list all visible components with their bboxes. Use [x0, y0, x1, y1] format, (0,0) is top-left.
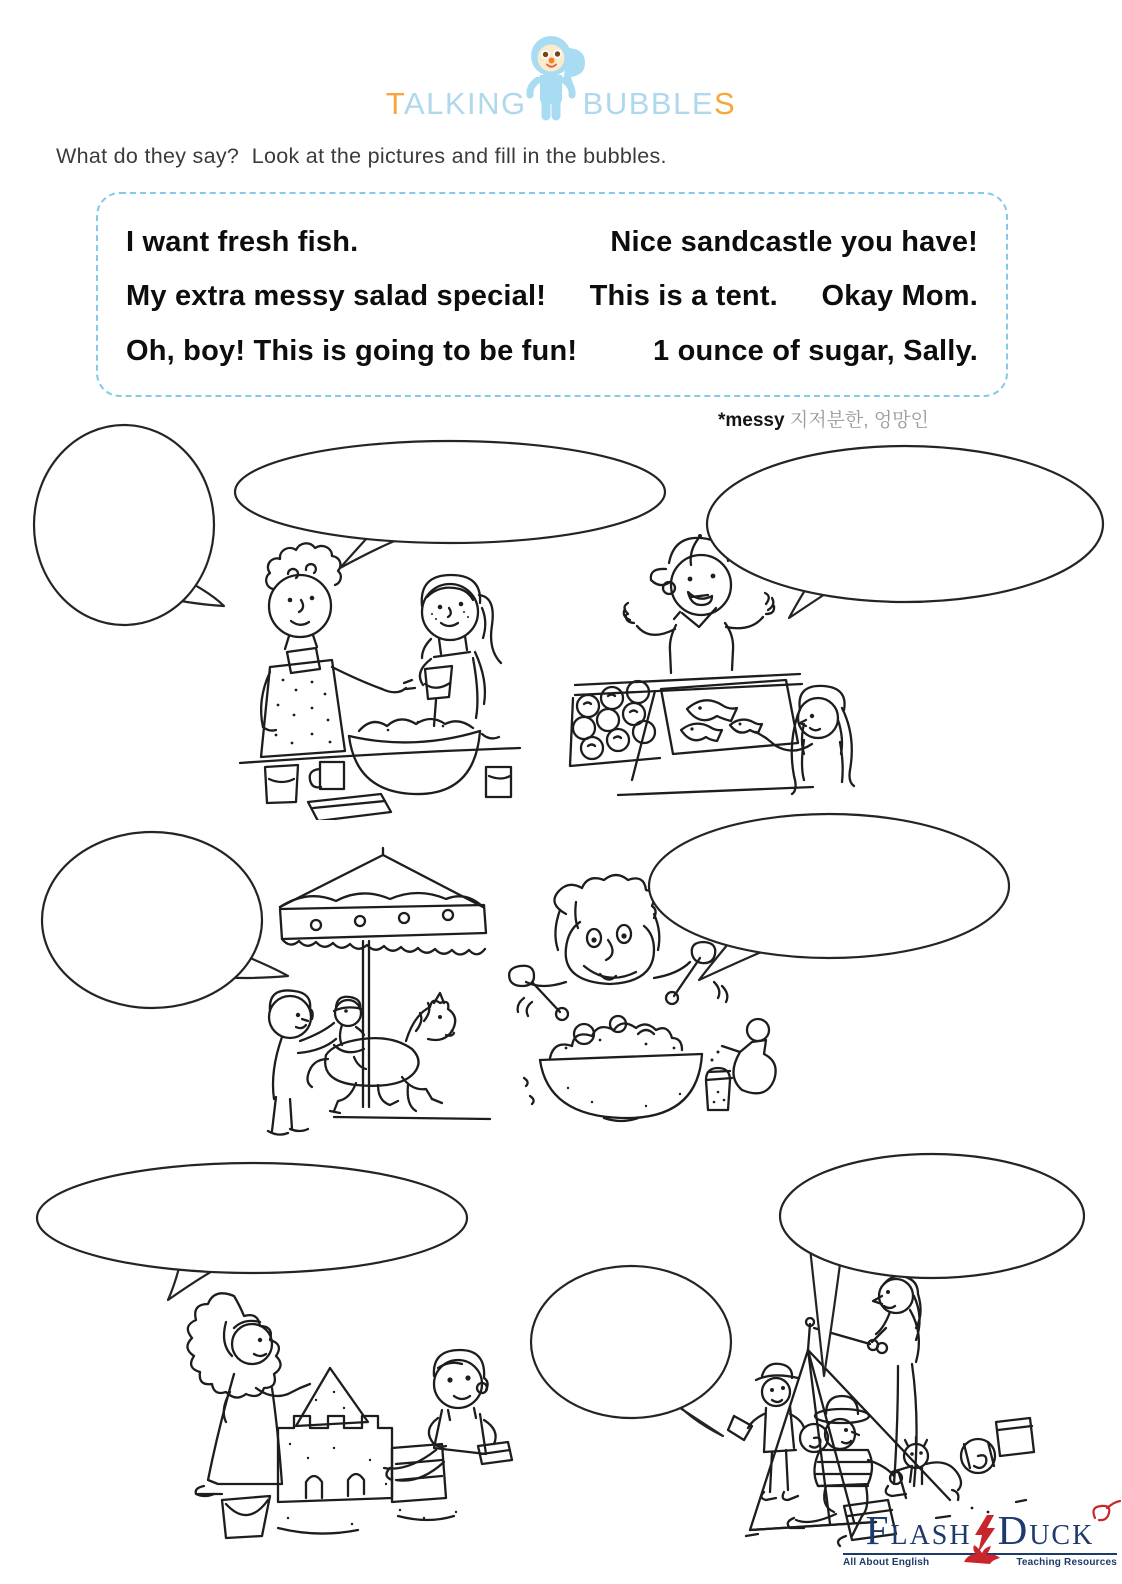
word-bank-phrase: Okay Mom.	[821, 280, 978, 312]
word-bank-row	[126, 280, 978, 313]
mascot-icon	[523, 34, 587, 122]
speech-bubble-fish-market[interactable]	[703, 442, 1113, 622]
word-bank-box	[96, 192, 1008, 397]
instruction-text: What do they say? Look at the pictures and fill in the bubbles.	[56, 144, 667, 168]
brand-word-duck: DUCK	[997, 1507, 1095, 1553]
logo-word-talking-rest: ALKING	[403, 86, 527, 121]
word-bank-phrase: 1 ounce of sugar, Sally.	[653, 334, 978, 367]
logo-letter-accent-s: S	[714, 86, 737, 121]
word-bank-phrase: This is a tent.	[589, 280, 778, 312]
word-bank-phrase: Nice sandcastle you have!	[610, 225, 978, 258]
speech-bubble-camping-left[interactable]	[525, 1262, 740, 1447]
vocab-translation: 지저분한, 엉망인	[789, 410, 929, 431]
speech-bubble-camping-top[interactable]	[770, 1150, 1090, 1382]
vocab-note	[718, 405, 929, 432]
speech-bubble-sandcastle[interactable]	[30, 1160, 475, 1305]
word-bank-phrase: Oh, boy! This is going to be fun!	[126, 334, 578, 367]
word-bank-row	[126, 335, 978, 368]
header-logo	[0, 34, 1122, 122]
logo-word-bubbles-rest: BUBBLE	[582, 86, 714, 121]
speech-bubble-salad[interactable]	[633, 810, 1013, 995]
word-bank-phrase: My extra messy salad special!	[126, 280, 547, 312]
red-duck-icon	[958, 1542, 1002, 1564]
logo-word-talking	[386, 88, 527, 122]
red-swoosh-icon	[1087, 1500, 1121, 1524]
vocab-term: *messy	[718, 410, 785, 431]
publisher-tagline-row	[843, 1553, 1117, 1568]
speech-bubble-baking-left[interactable]	[28, 422, 228, 637]
publisher-logo	[843, 1507, 1117, 1568]
logo-word-bubbles	[583, 88, 737, 122]
tagline-left: All About English	[843, 1557, 930, 1568]
brand-word-flash: FLASH	[865, 1507, 972, 1553]
speech-bubble-carousel[interactable]	[36, 828, 292, 1020]
speech-bubble-baking-top[interactable]	[228, 438, 678, 570]
logo-letter-accent: T	[385, 86, 404, 121]
word-bank-row	[126, 226, 978, 259]
tagline-right: Teaching Resources	[1016, 1557, 1117, 1568]
sandcastle-scene-illustration	[138, 1288, 538, 1543]
word-bank-phrase: I want fresh fish.	[126, 225, 359, 258]
baking-scene-illustration	[228, 540, 528, 820]
